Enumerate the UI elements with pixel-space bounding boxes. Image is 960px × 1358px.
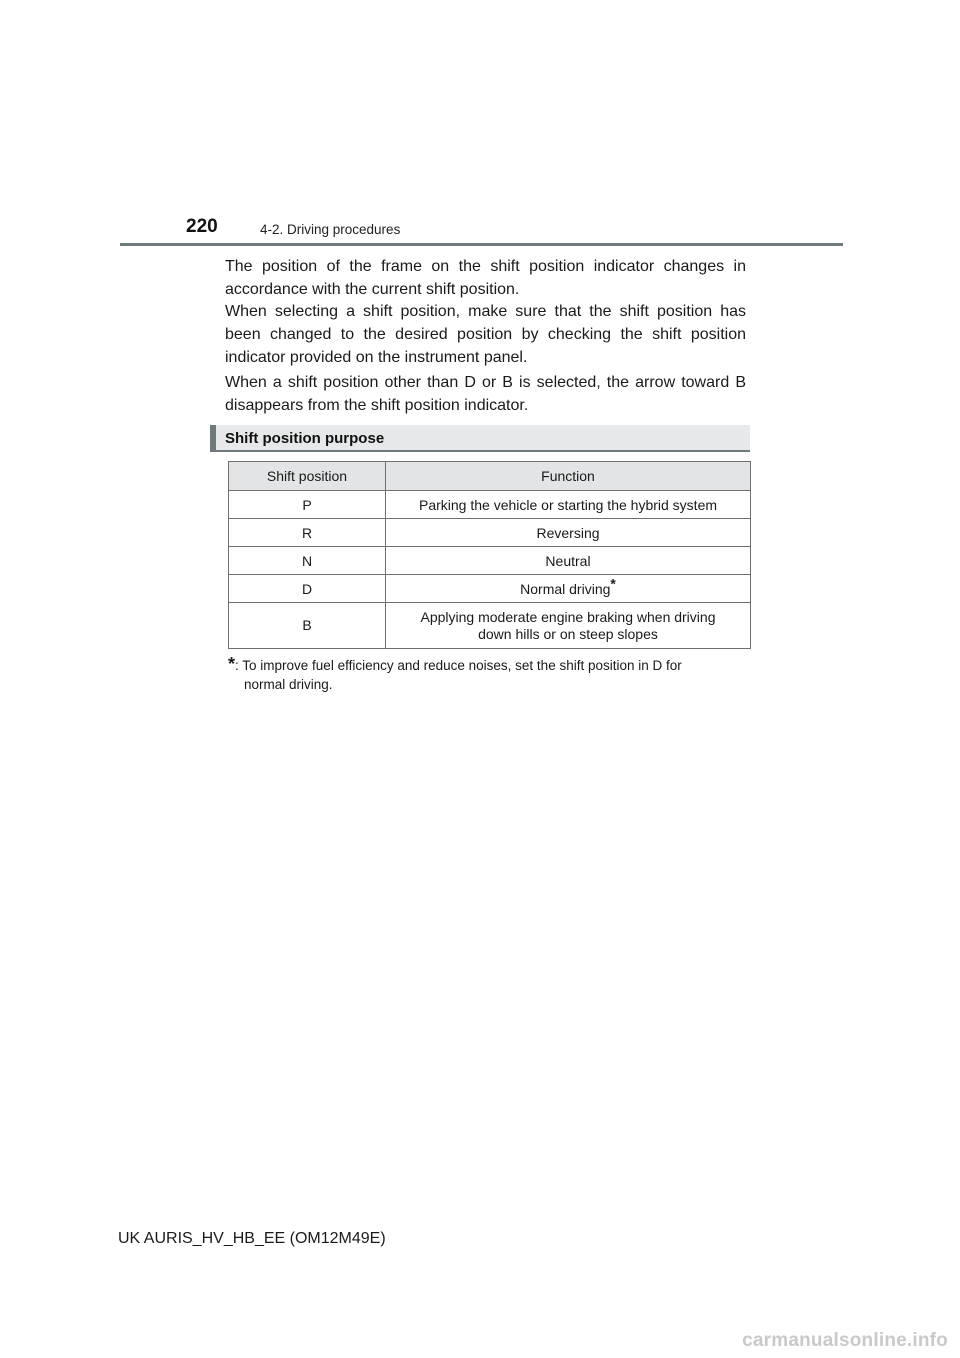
cell-position: N bbox=[229, 547, 386, 575]
cell-function: Parking the vehicle or starting the hybrid system bbox=[386, 491, 751, 519]
paragraph-frame-position: The position of the frame on the shift position indicator changes in accordance with the current shift position. bbox=[225, 258, 746, 298]
cell-function: Reversing bbox=[386, 519, 751, 547]
cell-function bbox=[386, 575, 751, 603]
footnote bbox=[228, 655, 746, 694]
document-code: UK AURIS_HV_HB_EE (OM12M49E) bbox=[118, 1230, 386, 1247]
section-title: 4-2. Driving procedures bbox=[260, 222, 401, 237]
cell-position: B bbox=[229, 603, 386, 649]
table-row bbox=[229, 603, 751, 649]
footnote-star: * bbox=[228, 654, 236, 674]
cell-position: R bbox=[229, 519, 386, 547]
footnote-text-continued: normal driving. bbox=[244, 677, 333, 692]
cell-function bbox=[386, 603, 751, 649]
header-shift-position: Shift position bbox=[229, 462, 386, 491]
subheading-label: Shift position purpose bbox=[225, 430, 385, 447]
footnote-marker: * bbox=[610, 574, 616, 591]
footnote-text: : To improve fuel efficiency and reduce noises, set the shift position in D for bbox=[235, 658, 682, 673]
table-row bbox=[229, 547, 751, 575]
page-number: 220 bbox=[186, 216, 218, 237]
shift-position-table bbox=[228, 461, 751, 649]
table-header-row bbox=[229, 462, 751, 491]
header-rule bbox=[120, 243, 843, 246]
paragraph-selecting-shift: When selecting a shift position, make sure that the shift position has been changed to the desired position by checking the shift position indicator provided on the instrument panel. bbox=[225, 303, 746, 366]
function-line-2: down hills or on steep slopes bbox=[478, 625, 658, 642]
table-row bbox=[229, 491, 751, 519]
function-text: Normal driving bbox=[520, 580, 611, 597]
table-row bbox=[229, 575, 751, 603]
cell-function: Neutral bbox=[386, 547, 751, 575]
subheading-shift-purpose bbox=[210, 425, 750, 452]
cell-position: P bbox=[229, 491, 386, 519]
subheading-accent-bar bbox=[210, 425, 216, 450]
watermark-logo: carmanualsonline.info bbox=[742, 1330, 948, 1351]
paragraph-arrow-disappears: When a shift position other than D or B is selected, the arrow toward B disappears from the shift position indicator. bbox=[225, 374, 746, 414]
function-line-1: Applying moderate engine braking when driving bbox=[420, 608, 716, 625]
cell-position: D bbox=[229, 575, 386, 603]
header-function: Function bbox=[386, 462, 751, 491]
table-row bbox=[229, 519, 751, 547]
